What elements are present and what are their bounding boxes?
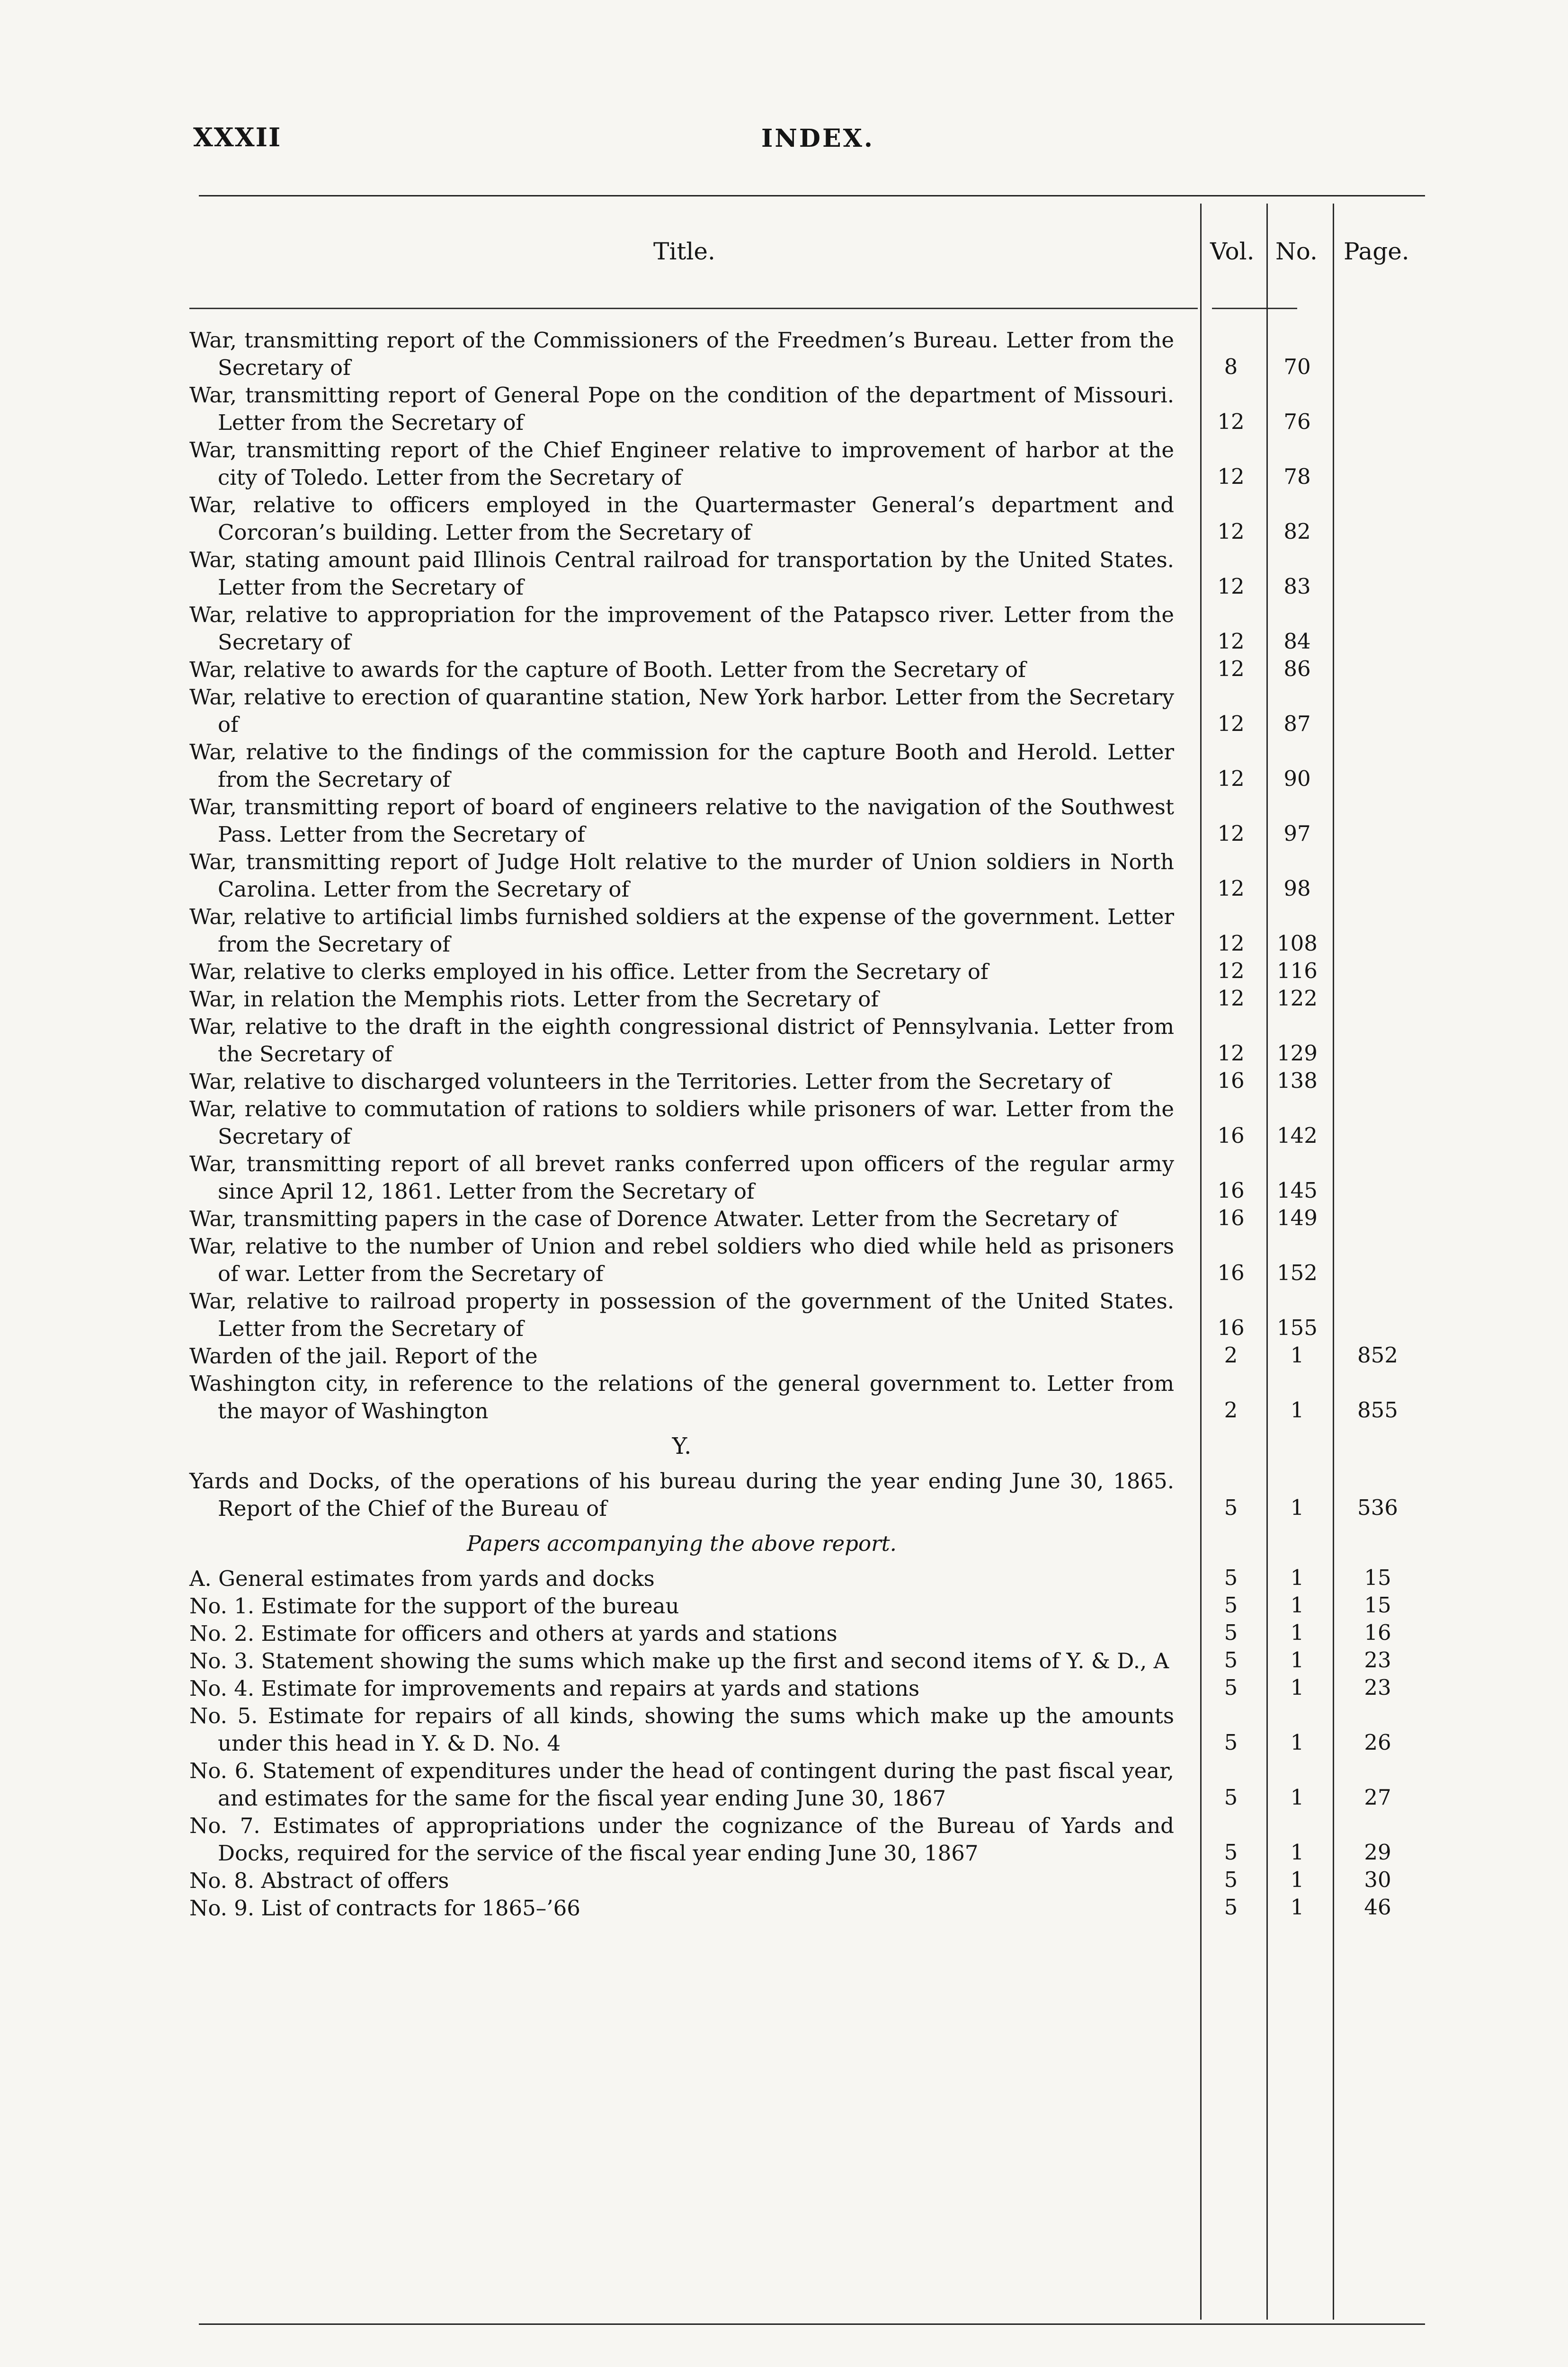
- yards-docks-main-entry: [189, 1468, 1420, 1522]
- entry-no: 145: [1277, 1178, 1318, 1203]
- entry-title: War, transmitting report of the Chief Engineer relative to improvement of harbor at the city of Toledo. Letter from the Secretary of: [189, 437, 1174, 490]
- entry-vol: 16: [1217, 1178, 1245, 1203]
- entry-title: No. 5. Estimate for repairs of all kinds, showing the sums which make up the amounts under this head in Y. & D. No. 4: [189, 1703, 1174, 1756]
- entry-page: 30: [1364, 1867, 1391, 1892]
- entry-no: 76: [1283, 409, 1311, 434]
- header-rule: [189, 308, 1198, 309]
- entry-page: 26: [1364, 1730, 1391, 1755]
- entry-title: War, relative to commutation of rations to soldiers while prisoners of war. Letter from the Secretary of: [189, 1096, 1174, 1149]
- entry-vol: 12: [1217, 464, 1245, 489]
- entry-vol: 2: [1224, 1397, 1238, 1423]
- header-rule-page: [1212, 308, 1297, 309]
- entry-vol: 12: [1217, 876, 1245, 901]
- entry-title: Warden of the jail. Report of the: [189, 1344, 538, 1369]
- index-entry: [189, 1343, 1420, 1370]
- index-entry: [189, 793, 1420, 848]
- entry-title: War, in relation the Memphis riots. Letter from the Secretary of: [189, 987, 879, 1012]
- entry-no: 78: [1283, 464, 1311, 489]
- entry-title: No. 8. Abstract of offers: [189, 1868, 449, 1893]
- entry-no: 97: [1283, 821, 1311, 846]
- index-entry: [189, 1150, 1420, 1205]
- entry-title: War, transmitting report of the Commissioners of the Freedmen’s Bureau. Letter from the Secretary of: [189, 328, 1174, 380]
- index-entry: [189, 1702, 1420, 1757]
- entry-vol: 12: [1217, 958, 1245, 983]
- index-entry: [189, 1233, 1420, 1288]
- column-header-vol: Vol.: [1210, 238, 1255, 265]
- entry-vol: 2: [1224, 1343, 1238, 1368]
- page-number: XXXII: [193, 122, 282, 152]
- entry-title: War, transmitting report of all brevet ranks conferred upon officers of the regular army since April 12, 1861. Letter from the Secretary of: [189, 1151, 1174, 1204]
- entry-page: 15: [1364, 1565, 1391, 1590]
- entry-vol: 16: [1217, 1205, 1245, 1230]
- entry-vol: 5: [1224, 1840, 1238, 1865]
- index-entry: [189, 491, 1420, 546]
- entry-page: 29: [1364, 1840, 1391, 1865]
- index-entry: [189, 1205, 1420, 1233]
- index-entry: [189, 684, 1420, 739]
- entry-no: 152: [1277, 1260, 1318, 1285]
- entry-vol: 12: [1217, 656, 1245, 681]
- entry-no: 1: [1290, 1840, 1304, 1865]
- entry-no: 87: [1283, 711, 1311, 736]
- entry-title: War, relative to artificial limbs furnished soldiers at the expense of the government. Letter from the Secretary of: [189, 904, 1174, 957]
- entry-title: No. 9. List of contracts for 1865–’66: [189, 1895, 580, 1921]
- entry-page: 15: [1364, 1593, 1391, 1618]
- entry-no: 142: [1277, 1123, 1318, 1148]
- index-entry: [189, 1068, 1420, 1095]
- entry-title: No. 4. Estimate for improvements and repairs at yards and stations: [189, 1676, 920, 1701]
- entry-no: 1: [1290, 1785, 1304, 1810]
- entry-title: War, relative to awards for the capture of Booth. Letter from the Secretary of: [189, 657, 1026, 682]
- entry-no: 82: [1283, 519, 1311, 544]
- entry-title: War, relative to the number of Union and rebel soldiers who died while held as prisoners of war. Letter from the Secretary of: [189, 1234, 1174, 1286]
- entry-no: 90: [1283, 766, 1311, 791]
- entry-title: No. 3. Statement showing the sums which make up the first and second items of Y. & D., A: [189, 1648, 1169, 1673]
- entry-title: No. 7. Estimates of appropriations under the cognizance of the Bureau of Yards and Docks, required for the service of the fiscal year ending June 30, 1867: [189, 1813, 1174, 1866]
- entry-vol: 16: [1217, 1068, 1245, 1093]
- entry-page: 852: [1357, 1343, 1398, 1368]
- entry-no: 70: [1283, 354, 1311, 379]
- index-entry: [189, 1013, 1420, 1068]
- entry-vol: 5: [1224, 1785, 1238, 1810]
- entry-no: 1: [1290, 1397, 1304, 1423]
- entry-no: 122: [1277, 986, 1318, 1011]
- entry-page: 536: [1357, 1495, 1398, 1520]
- entry-page: 16: [1364, 1620, 1391, 1645]
- section-letter-y: Y.: [672, 1433, 692, 1459]
- index-entry: [189, 327, 1420, 382]
- index-entry: [189, 1895, 1420, 1922]
- entry-no: 1: [1290, 1495, 1304, 1520]
- entry-page: 46: [1364, 1895, 1391, 1920]
- entry-title: War, relative to the draft in the eighth congressional district of Pennsylvania. Letter from the Secretary of: [189, 1014, 1174, 1067]
- entry-vol: 5: [1224, 1647, 1238, 1673]
- entry-page: 23: [1364, 1647, 1391, 1673]
- entry-vol: 5: [1224, 1895, 1238, 1920]
- entry-vol: 5: [1224, 1867, 1238, 1892]
- index-entry: [189, 1757, 1420, 1812]
- page-heading: INDEX.: [761, 124, 875, 153]
- entry-no: 84: [1283, 629, 1311, 654]
- entry-vol: 5: [1224, 1593, 1238, 1618]
- entry-vol: 12: [1217, 766, 1245, 791]
- entry-no: 1: [1290, 1647, 1304, 1673]
- war-entries: [189, 327, 1420, 1425]
- entry-page: 23: [1364, 1675, 1391, 1700]
- index-entry: [189, 601, 1420, 656]
- entry-title: War, transmitting report of General Pope on the condition of the department of Missouri. Letter from the Secretary of: [189, 383, 1174, 435]
- bottom-rule: [199, 2323, 1425, 2325]
- index-entry: [189, 1675, 1420, 1702]
- column-header-page: Page.: [1344, 238, 1409, 265]
- entry-title: War, relative to railroad property in possession of the government of the United States. Letter from the Secretary of: [189, 1289, 1174, 1341]
- entry-title: War, relative to appropriation for the improvement of the Patapsco river. Letter from the Secretary of: [189, 602, 1174, 655]
- index-entry: [189, 546, 1420, 601]
- entry-vol: 12: [1217, 1041, 1245, 1066]
- entry-no: 149: [1277, 1205, 1318, 1230]
- entry-vol: 12: [1217, 519, 1245, 544]
- index-entry: [189, 1370, 1420, 1425]
- entry-no: 1: [1290, 1867, 1304, 1892]
- entry-no: 1: [1290, 1593, 1304, 1618]
- entry-vol: 5: [1224, 1495, 1238, 1520]
- entry-no: 1: [1290, 1565, 1304, 1590]
- column-header-title: Title.: [653, 238, 715, 265]
- entry-vol: 16: [1217, 1123, 1245, 1148]
- entry-title: War, transmitting report of board of engineers relative to the navigation of the Southwest Pass. Letter from the Secretary of: [189, 794, 1174, 847]
- entry-vol: 12: [1217, 409, 1245, 434]
- entry-no: 98: [1283, 876, 1311, 901]
- entry-vol: 16: [1217, 1260, 1245, 1285]
- papers-list: [189, 1565, 1420, 1922]
- index-entry: [189, 1468, 1420, 1522]
- entry-no: 1: [1290, 1895, 1304, 1920]
- entry-vol: 12: [1217, 711, 1245, 736]
- index-entries: [189, 327, 1420, 1922]
- index-entry: [189, 1593, 1420, 1620]
- entry-vol: 12: [1217, 821, 1245, 846]
- entry-no: 1: [1290, 1730, 1304, 1755]
- entry-no: 129: [1277, 1041, 1318, 1066]
- index-entry: [189, 1812, 1420, 1867]
- entry-vol: 8: [1224, 354, 1238, 379]
- index-entry: [189, 958, 1420, 986]
- entry-title: War, relative to discharged volunteers in the Territories. Letter from the Secretary of: [189, 1069, 1111, 1094]
- entry-vol: 5: [1224, 1675, 1238, 1700]
- top-rule: [199, 195, 1425, 196]
- entry-no: 108: [1277, 931, 1318, 956]
- entry-vol: 12: [1217, 574, 1245, 599]
- papers-subheading: Papers accompanying the above report.: [467, 1531, 897, 1556]
- index-entry: [189, 382, 1420, 436]
- entry-vol: 5: [1224, 1620, 1238, 1645]
- column-header-no: No.: [1275, 238, 1318, 265]
- index-entry: [189, 1647, 1420, 1675]
- entry-page: 855: [1357, 1397, 1398, 1423]
- entry-no: 1: [1290, 1343, 1304, 1368]
- entry-title: No. 2. Estimate for officers and others at yards and stations: [189, 1621, 837, 1646]
- entry-vol: 12: [1217, 986, 1245, 1011]
- entry-title: War, relative to erection of quarantine station, New York harbor. Letter from the Secretary of: [189, 685, 1174, 737]
- index-entry: [189, 1288, 1420, 1343]
- index-entry: [189, 1620, 1420, 1647]
- index-entry: [189, 656, 1420, 684]
- index-entry: [189, 436, 1420, 491]
- entry-vol: 5: [1224, 1565, 1238, 1590]
- entry-title: War, stating amount paid Illinois Central railroad for transportation by the United States. Letter from the Secretary of: [189, 547, 1174, 600]
- entry-vol: 12: [1217, 931, 1245, 956]
- entry-title: No. 1. Estimate for the support of the bureau: [189, 1593, 679, 1619]
- entry-title: War, relative to officers employed in the Quartermaster General’s department and Corcoran’s building. Letter from the Secretary of: [189, 492, 1174, 545]
- entry-vol: 12: [1217, 629, 1245, 654]
- index-entry: [189, 903, 1420, 958]
- index-entry: [189, 1867, 1420, 1895]
- entry-title: War, transmitting report of Judge Holt relative to the murder of Union soldiers in North Carolina. Letter from the Secretary of: [189, 849, 1174, 902]
- index-entry: [189, 739, 1420, 793]
- entry-title: Yards and Docks, of the operations of his bureau during the year ending June 30, 1865. Report of the Chief of the Bureau of: [189, 1468, 1174, 1521]
- entry-no: 138: [1277, 1068, 1318, 1093]
- entry-no: 155: [1277, 1315, 1318, 1340]
- entry-title: A. General estimates from yards and docks: [189, 1566, 655, 1591]
- index-entry: [189, 986, 1420, 1013]
- entry-title: Washington city, in reference to the relations of the general government to. Letter from the mayor of Washington: [189, 1371, 1174, 1424]
- entry-no: 1: [1290, 1675, 1304, 1700]
- entry-vol: 16: [1217, 1315, 1245, 1340]
- entry-no: 116: [1277, 958, 1318, 983]
- entry-vol: 5: [1224, 1730, 1238, 1755]
- index-entry: [189, 1095, 1420, 1150]
- entry-title: No. 6. Statement of expenditures under the head of contingent during the past fiscal year, and estimates for the same for the fiscal year ending June 30, 1867: [189, 1758, 1174, 1811]
- entry-no: 83: [1283, 574, 1311, 599]
- page-header: [193, 122, 1424, 160]
- index-entry: [189, 848, 1420, 903]
- entry-no: 86: [1283, 656, 1311, 681]
- entry-title: War, relative to clerks employed in his office. Letter from the Secretary of: [189, 959, 989, 984]
- index-entry: [189, 1565, 1420, 1593]
- entry-title: War, transmitting papers in the case of Dorence Atwater. Letter from the Secretary of: [189, 1206, 1117, 1231]
- entry-title: War, relative to the findings of the commission for the capture Booth and Herold. Letter from the Secretary of: [189, 739, 1174, 792]
- entry-page: 27: [1364, 1785, 1391, 1810]
- entry-no: 1: [1290, 1620, 1304, 1645]
